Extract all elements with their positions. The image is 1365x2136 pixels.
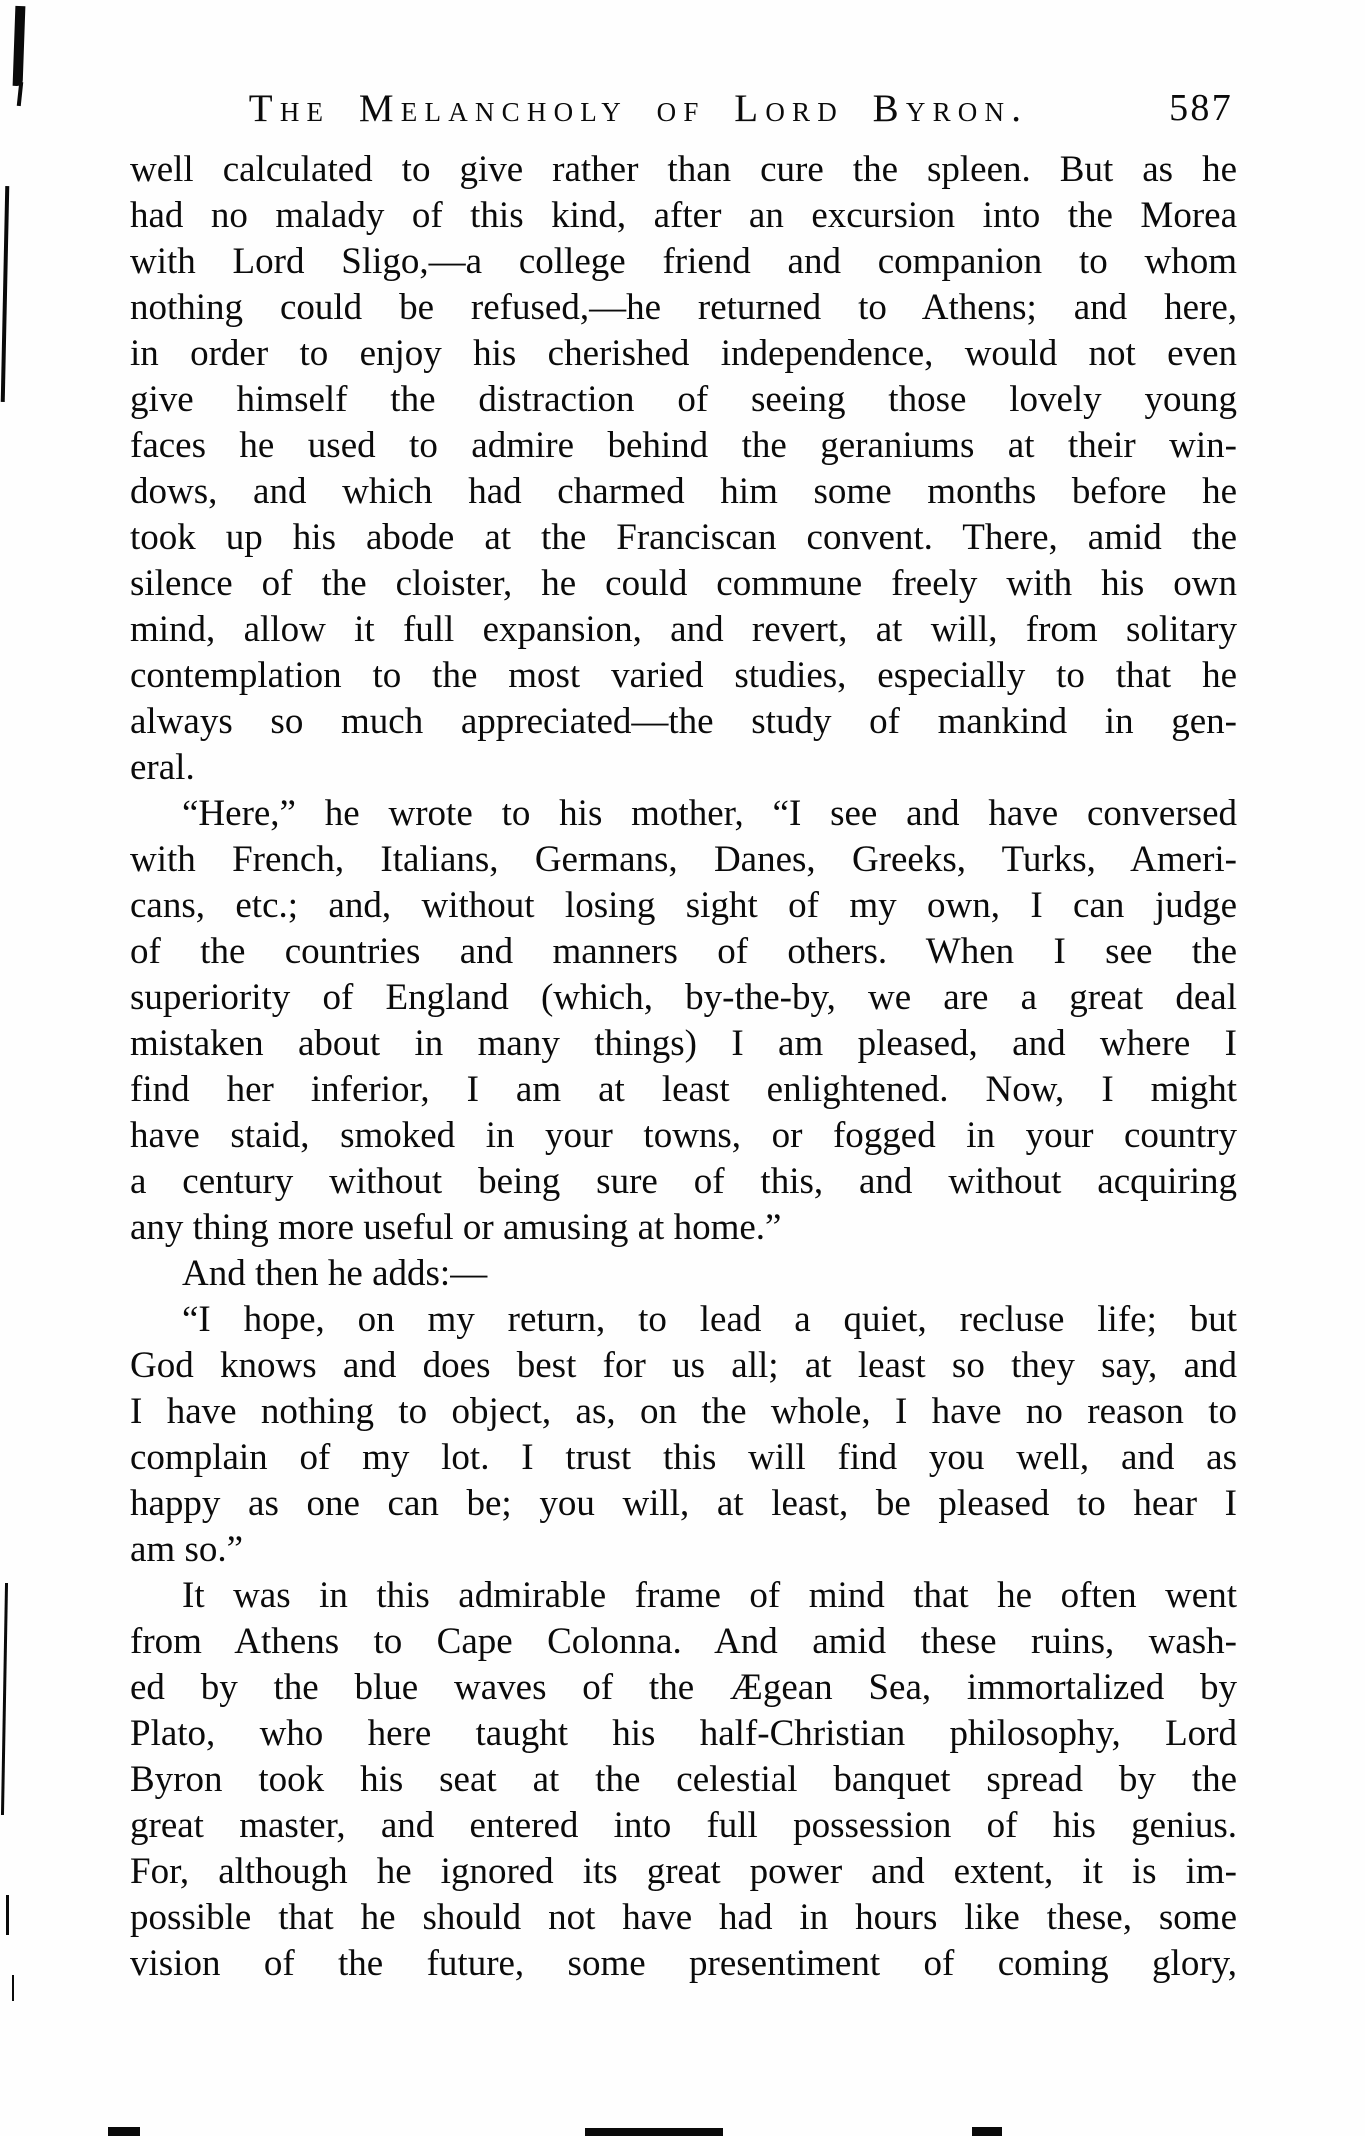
text-line: give himself the distraction of seeing those lovely young bbox=[130, 379, 1237, 420]
text-line: “Here,” he wrote to his mother, “I see and have conversed bbox=[182, 793, 1237, 834]
scan-bottom-mark-left bbox=[108, 2127, 140, 2136]
text-line: happy as one can be; you will, at least, be pleased to hear I bbox=[130, 1483, 1237, 1524]
text-line: Byron took his seat at the celestial banquet spread by the bbox=[130, 1759, 1237, 1800]
text-line: mind, allow it full expansion, and revert, at will, from solitary bbox=[130, 609, 1237, 650]
text-line: mistaken about in many things) I am pleased, and where I bbox=[130, 1023, 1237, 1064]
running-header-title: The Melancholy of Lord Byron. bbox=[248, 87, 1029, 130]
text-line: find her inferior, I am at least enlightened. Now, I might bbox=[130, 1069, 1237, 1110]
text-line: eral. bbox=[130, 747, 195, 788]
text-line: contemplation to the most varied studies, especially to that he bbox=[130, 655, 1237, 696]
scan-edge-line-lower bbox=[1, 1583, 8, 1815]
text-line: from Athens to Cape Colonna. And amid these ruins, wash- bbox=[130, 1621, 1237, 1662]
text-line: vision of the future, some presentiment of coming glory, bbox=[130, 1943, 1237, 1984]
text-line: in order to enjoy his cherished independence, would not even bbox=[130, 333, 1237, 374]
scan-edge-tick-2 bbox=[12, 1975, 14, 2001]
scan-edge-line-upper bbox=[1, 186, 10, 402]
text-line: God knows and does best for us all; at least so they say, and bbox=[130, 1345, 1237, 1386]
text-line: I have nothing to object, as, on the whole, I have no reason to bbox=[130, 1391, 1237, 1432]
text-line: complain of my lot. I trust this will find you well, and as bbox=[130, 1437, 1237, 1478]
text-line: And then he adds:— bbox=[182, 1253, 488, 1294]
text-line: nothing could be refused,—he returned to Athens; and here, bbox=[130, 287, 1237, 328]
text-line: have staid, smoked in your towns, or fogged in your country bbox=[130, 1115, 1237, 1156]
text-line: with French, Italians, Germans, Danes, Greeks, Turks, Ameri- bbox=[130, 839, 1237, 880]
text-line: of the countries and manners of others. When I see the bbox=[130, 931, 1237, 972]
text-line: ed by the blue waves of the Ægean Sea, immortalized by bbox=[130, 1667, 1237, 1708]
text-line: cans, etc.; and, without losing sight of my own, I can judge bbox=[130, 885, 1237, 926]
text-line: always so much appreciated—the study of mankind in gen- bbox=[130, 701, 1237, 742]
text-line: took up his abode at the Franciscan convent. There, amid the bbox=[130, 517, 1237, 558]
paragraph bbox=[130, 1573, 1237, 1987]
ink-smudge-top-left bbox=[13, 6, 26, 86]
text-line: well calculated to give rather than cure the spleen. But as he bbox=[130, 149, 1237, 190]
text-line: am so.” bbox=[130, 1529, 244, 1570]
text-line: silence of the cloister, he could commune freely with his own bbox=[130, 563, 1237, 604]
page-number: 587 bbox=[1169, 87, 1233, 129]
text-line: had no malady of this kind, after an excursion into the Morea bbox=[130, 195, 1237, 236]
text-line: “I hope, on my return, to lead a quiet, recluse life; but bbox=[182, 1299, 1237, 1340]
text-line: faces he used to admire behind the geraniums at their win- bbox=[130, 425, 1237, 466]
paragraph bbox=[130, 1297, 1237, 1573]
paragraph bbox=[130, 791, 1237, 1251]
text-line: dows, and which had charmed him some months before he bbox=[130, 471, 1237, 512]
text-line: It was in this admirable frame of mind that he often went bbox=[182, 1575, 1237, 1616]
text-line: For, although he ignored its great power and extent, it is im- bbox=[130, 1851, 1237, 1892]
text-line: great master, and entered into full possession of his genius. bbox=[130, 1805, 1237, 1846]
text-line: superiority of England (which, by-the-by, we are a great deal bbox=[130, 977, 1237, 1018]
scan-bottom-mark-center bbox=[585, 2128, 723, 2136]
scan-edge-tick-1 bbox=[6, 1895, 9, 1935]
paragraph bbox=[130, 147, 1237, 791]
scan-bottom-mark-right bbox=[972, 2127, 1002, 2136]
paragraph bbox=[130, 1251, 1237, 1297]
text-line: Plato, who here taught his half-Christian philosophy, Lord bbox=[130, 1713, 1237, 1754]
text-line: any thing more useful or amusing at home.” bbox=[130, 1207, 782, 1248]
text-line: a century without being sure of this, and without acquiring bbox=[130, 1161, 1237, 1202]
running-header bbox=[130, 86, 1237, 132]
text-line: possible that he should not have had in hours like these, some bbox=[130, 1897, 1237, 1938]
text-line: with Lord Sligo,—a college friend and companion to whom bbox=[130, 241, 1237, 282]
body-text-column bbox=[130, 147, 1237, 1987]
